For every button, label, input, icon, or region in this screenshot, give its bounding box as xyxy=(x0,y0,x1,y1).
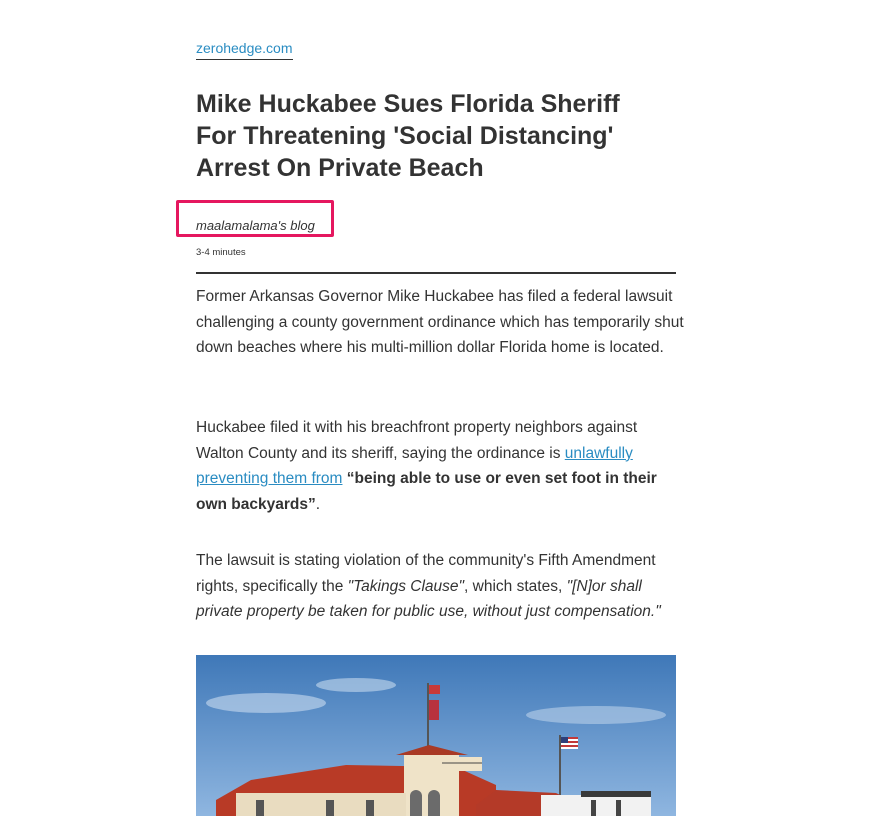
byline: maalamalama's blog xyxy=(196,218,315,233)
paragraph-2-quote: “being able to use or even set foot in their own backyards” xyxy=(196,470,657,513)
paragraph-3-quote-2: "[N]or shall private property be taken for public use, without just compensation." xyxy=(196,577,661,621)
paragraph-2 xyxy=(196,415,684,517)
paragraph-3 xyxy=(196,548,684,625)
read-time: 3-4 minutes xyxy=(196,247,246,258)
divider xyxy=(196,272,676,274)
article-photo xyxy=(196,655,676,816)
paragraph-2-text: Huckabee filed it with his breachfront property neighbors against Walton County and its sheriff, saying the ordinance is xyxy=(196,419,638,462)
paragraph-3-text: The lawsuit is stating violation of the community's Fifth Amendment rights, specifically the xyxy=(196,552,656,595)
paragraph-2-link[interactable]: unlawfully preventing them from xyxy=(196,444,633,488)
article-title: Mike Huckabee Sues Florida Sheriff For Threatening 'Social Distancing' Arrest On Private Beach xyxy=(196,90,620,182)
paragraph-2-end: . xyxy=(315,495,321,513)
source-domain-link[interactable]: zerohedge.com xyxy=(196,39,293,60)
paragraph-1: Former Arkansas Governor Mike Huckabee has filed a federal lawsuit challenging a county government ordinance which has temporarily shut down beaches where his multi-million dollar Florida home is located. xyxy=(196,288,684,357)
beach-house-photo xyxy=(196,655,676,816)
paragraph-3-quote-1: "Takings Clause" xyxy=(347,577,465,595)
paragraph-3-text-2: , which states, xyxy=(464,577,567,595)
